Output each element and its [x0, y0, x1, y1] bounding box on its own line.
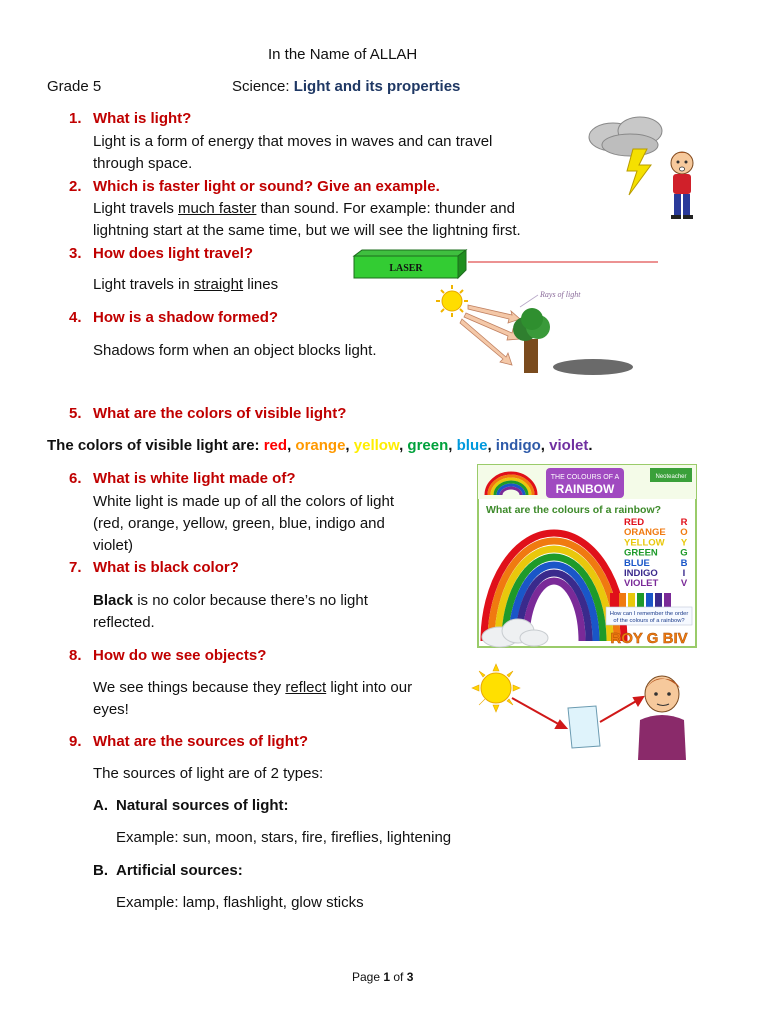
rainbow-color-letter: I — [682, 568, 686, 579]
mnemonic: ROY G BIV — [610, 630, 688, 647]
page-title: In the Name of ALLAH — [268, 46, 418, 63]
remember-line1: How can I remember the order — [609, 611, 689, 617]
rainbow-color-letter: G — [680, 547, 688, 559]
natural-sources-title: Natural sources of light: — [116, 797, 289, 814]
artificial-sources-title: Artificial sources: — [116, 862, 243, 879]
rainbow-color-name: YELLOW — [624, 537, 665, 549]
subject-line — [232, 78, 460, 95]
rainbow-color-name: BLUE — [624, 557, 650, 569]
color-separator: , — [540, 437, 550, 454]
natural-sources-example: Example: sun, moon, stars, fire, fireflies, lightening — [116, 829, 452, 846]
poster-title-line2: RAINBOW — [555, 482, 615, 496]
color-list — [264, 437, 589, 454]
sun-icon — [436, 285, 468, 317]
light-ray-arrows — [460, 305, 520, 365]
artificial-sources-example: Example: lamp, flashlight, glow sticks — [116, 894, 364, 911]
question-7: What is black color? — [93, 559, 239, 576]
rainbow-color-letter: R — [680, 517, 688, 528]
rainbow-poster — [478, 465, 696, 647]
answer-8-line-1: We see things because they reflect light into our — [93, 679, 413, 696]
color-separator: , — [487, 437, 496, 454]
question-number: 8. — [69, 647, 82, 664]
rainbow-color-name: VIOLET — [624, 578, 659, 590]
question-1: What is light? — [93, 110, 192, 127]
question-8: How do we see objects? — [93, 647, 267, 664]
colors-lead: The colors of visible light are: — [47, 437, 264, 454]
color-word-orange: orange — [295, 437, 346, 454]
question-number: 5. — [69, 405, 82, 422]
answer-9: The sources of light are of 2 types: — [93, 765, 324, 782]
lightning-icon — [627, 149, 651, 195]
question-4: How is a shadow formed? — [93, 309, 279, 326]
question-number: 1. — [69, 110, 82, 127]
answer-2-line-1: Light travels much faster than sound. For example: thunder and — [93, 200, 515, 217]
answer-6-line-3: violet) — [93, 537, 134, 554]
rainbow-color-letter: B — [680, 557, 688, 569]
subject-topic: Light and its properties — [293, 78, 461, 95]
answer-7-line-1: Black is no color because there’s no light — [93, 592, 368, 609]
question-number: 4. — [69, 309, 82, 326]
answer-1-line-2: through space. — [93, 155, 193, 172]
poster-title-line1: THE COLOURS OF A — [550, 474, 620, 481]
question-number: 7. — [69, 559, 82, 576]
answer-1-line-1: Light is a form of energy that moves in waves and can travel — [93, 133, 493, 150]
page-footer: Page 1 of 3 — [352, 970, 414, 984]
cloud-icon — [589, 117, 662, 156]
rainbow-color-name: INDIGO — [624, 568, 658, 579]
color-separator: , — [287, 437, 296, 454]
rainbow-color-letter: Y — [680, 537, 688, 549]
paper-icon — [568, 706, 600, 748]
artificial-letter: B. — [93, 862, 108, 879]
question-number: 2. — [69, 178, 82, 195]
rays-label: Rays of light — [540, 290, 581, 299]
question-number: 6. — [69, 470, 82, 487]
laser-label: LASER — [389, 263, 423, 274]
answer-4: Shadows form when an object blocks light. — [93, 342, 377, 359]
answer-6-line-2: (red, orange, yellow, green, blue, indigo and — [93, 515, 385, 532]
color-separator: , — [399, 437, 408, 454]
laser-illustration — [350, 246, 660, 282]
question-6: What is white light made of? — [93, 470, 296, 487]
color-word-red: red — [263, 437, 288, 454]
color-word-yellow: yellow — [353, 437, 400, 454]
answer-2-line-2: lightning start at the same time, but we will see the lightning first. — [93, 222, 521, 239]
question-2: Which is faster light or sound? Give an example. — [93, 178, 440, 195]
question-5: What are the colors of visible light? — [93, 405, 347, 422]
rainbow-color-letter: O — [680, 527, 688, 539]
answer-8-line-2: eyes! — [93, 701, 129, 718]
answer-6-line-1: White light is made up of all the colors of light — [93, 493, 394, 510]
shadow-illustration — [428, 283, 638, 378]
remember-line2: of the colours of a rainbow? — [613, 618, 685, 624]
question-3: How does light travel? — [93, 245, 254, 262]
question-9: What are the sources of light? — [93, 733, 309, 750]
reflection-illustration — [468, 660, 708, 760]
lightning-illustration — [585, 115, 715, 225]
boy-icon — [671, 152, 693, 219]
rainbow-color-name: RED — [624, 517, 645, 528]
colors-sentence: The colors of visible light are: red, orange, yellow, green, blue, indigo, violet. — [47, 437, 593, 454]
color-word-indigo: indigo — [495, 437, 541, 454]
question-number: 3. — [69, 245, 82, 262]
answer-3: Light travels in straight lines — [93, 276, 279, 293]
grade-label: Grade 5 — [47, 78, 102, 95]
rainbow-color-name: GREEN — [624, 547, 658, 559]
poster-badge: Neoteacher — [655, 474, 687, 480]
crayons-icon — [610, 593, 671, 607]
color-word-green: green — [407, 437, 449, 454]
rainbow-color-letter: V — [680, 578, 688, 590]
rainbow-color-name: ORANGE — [624, 527, 666, 539]
subject-label: Science: — [232, 78, 290, 95]
color-word-blue: blue — [456, 437, 488, 454]
poster-question: What are the colours of a rainbow? — [486, 504, 662, 516]
sun-icon — [472, 664, 520, 712]
question-number: 9. — [69, 733, 82, 750]
natural-letter: A. — [93, 797, 108, 814]
color-separator: , — [448, 437, 457, 454]
answer-7-line-2: reflected. — [93, 614, 155, 631]
shadow-shape — [553, 359, 633, 375]
color-separator: , — [345, 437, 354, 454]
color-word-violet: violet — [549, 437, 589, 454]
boy-icon — [638, 676, 686, 760]
